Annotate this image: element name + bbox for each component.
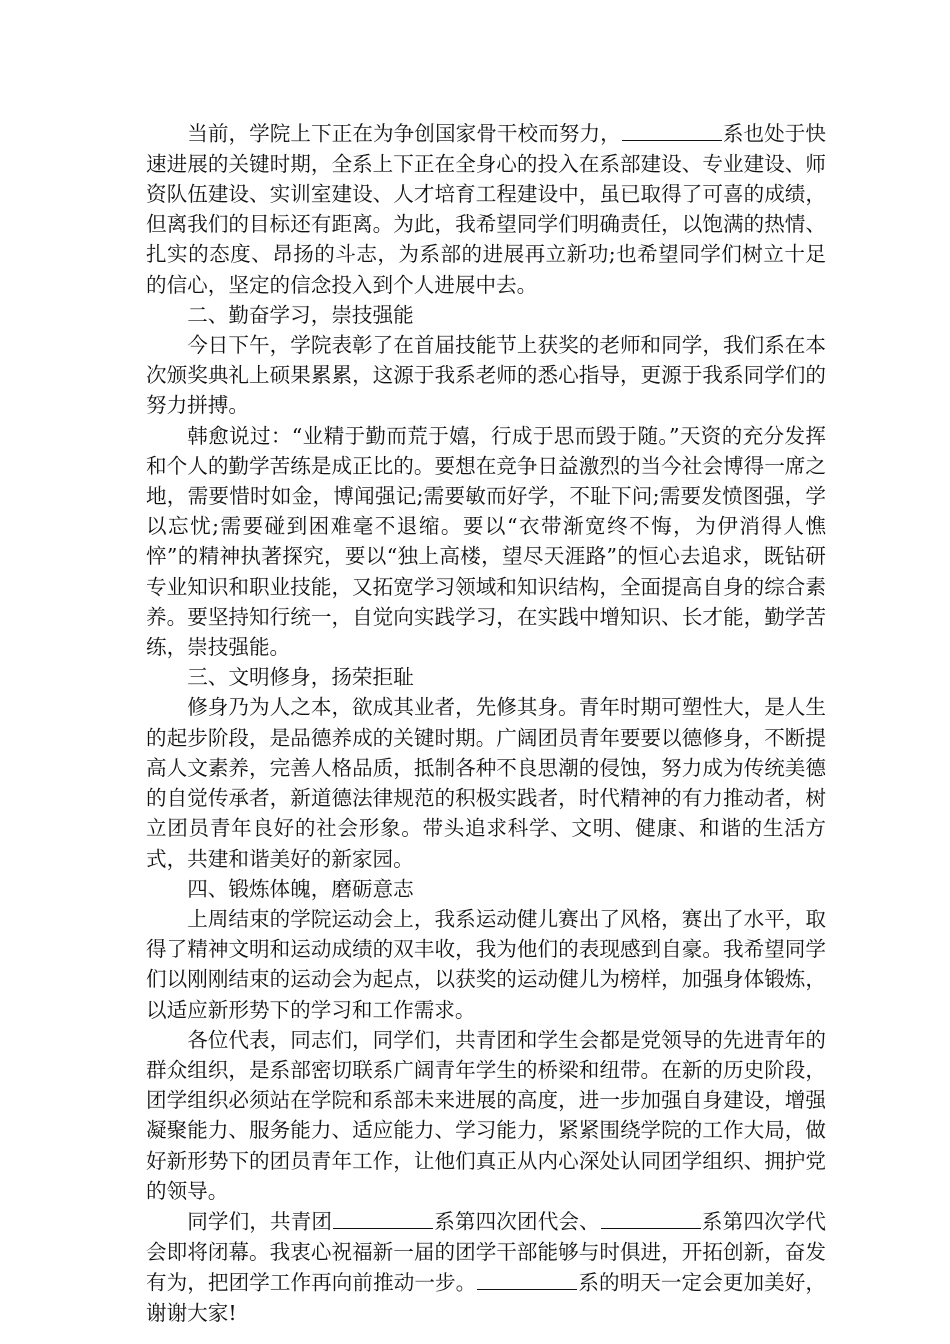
paragraph-closing-part-b: 系第四次团代会、 (434, 1209, 600, 1234)
section-heading-fitness: 四、锻炼体魄，磨砺意志 (187, 876, 414, 901)
paragraph-awards: 今日下午，学院表彰了在首届技能节上获奖的老师和同学，我们系在本次颁奖典礼上硕果累累，这源于我系老师的悉心指导，更源于我系同学们的努力拼搏。 (146, 333, 826, 418)
paragraph-han-yu-quote: 韩愈说过：“业精于勤而荒于嬉，行成于思而毁于随。”天资的充分发挥和个人的勤学苦练是成正比的。要想在竞争日益激烈的当今社会博得一席之地，需要惜时如金，博闻强记;需要敏而好学，不耻下问;需要发愤图强，学以忘忧;需要碰到困难毫不退缩。要以“衣带渐宽终不悔，为伊消得人憔悴”的精神执著探究，要以“独上高楼，望尽天涯路”的恒心去追求，既钻研专业知识和职业技能，又拓宽学习领域和知识结构，全面提高自身的综合素养。要坚持知行统一，自觉向实践学习，在实践中增知识、长才能，勤学苦练，崇技强能。 (146, 423, 826, 660)
fill-in-blank (622, 118, 722, 141)
paragraph-closing-part-d: 系的明天一定会更加美好，谢谢大家! (146, 1270, 827, 1325)
paragraph-representatives: 各位代表，同志们，同学们，共青团和学生会都是党领导的先进青年的群众组织，是系部密切联系广阔青年学生的桥梁和纽带。在新的历史阶段，团学组织必须站在学院和系部未来进展的高度，进一步加强自身建设，增强凝聚能力、服务能力、适应能力、学习能力，紧紧围绕学院的工作大局，做好新形势下的团员青年工作，让他们真正从内心深处认同团学组织、拥护党的领导。 (146, 1027, 826, 1203)
section-heading-morality: 三、文明修身，扬荣拒耻 (187, 665, 414, 690)
paragraph-sports-meet: 上周结束的学院运动会上，我系运动健儿赛出了风格，赛出了水平，取得了精神文明和运动成绩的双丰收，我为他们的表现感到自豪。我希望同学们以刚刚结束的运动会为起点，以获奖的运动健儿为榜样，加强身体锻炼，以适应新形势下的学习和工作需求。 (146, 906, 826, 1022)
fill-in-blank (333, 1206, 433, 1229)
document-body (146, 118, 826, 1328)
fill-in-blank (477, 1267, 577, 1290)
fill-in-blank (601, 1206, 701, 1229)
paragraph-closing-part-c: 系第四次学代会即将闭幕。我衷心祝福新一届的团学干部能够与时俱进，开拓创新，奋发有为，把团学工作再向前推动一步。 (146, 1209, 827, 1295)
paragraph-closing-part-a: 同学们，共青团 (187, 1209, 333, 1234)
paragraph-intro-part-a: 当前，学院上下正在为争创国家骨干校而努力， (187, 121, 621, 146)
paragraph-closing (146, 1206, 826, 1328)
section-heading-study: 二、勤奋学习，崇技强能 (187, 302, 414, 327)
paragraph-intro-part-b: 系也处于快速进展的关键时期，全系上下正在全身心的投入在系部建设、专业建设、师资队伍建设、实训室建设、人才培育工程建设中，虽已取得了可喜的成绩，但离我们的目标还有距离。为此，我希望同学们明确责任，以饱满的热情、扎实的态度、昂扬的斗志，为系部的进展再立新功;也希望同学们树立十足的信心，坚定的信念投入到个人进展中去。 (146, 121, 826, 297)
paragraph-intro (146, 118, 826, 300)
paragraph-self-cultivation: 修身乃为人之本，欲成其业者，先修其身。青年时期可塑性大，是人生的起步阶段，是品德养成的关键时期。广阔团员青年要要以德修身，不断提高人文素养，完善人格品质，抵制各种不良思潮的侵蚀，努力成为传统美德的自觉传承者，新道德法律规范的积极实践者，时代精神的有力推动者，树立团员青年良好的社会形象。带头追求科学、文明、健康、和谐的生活方式，共建和谐美好的新家园。 (146, 695, 826, 871)
